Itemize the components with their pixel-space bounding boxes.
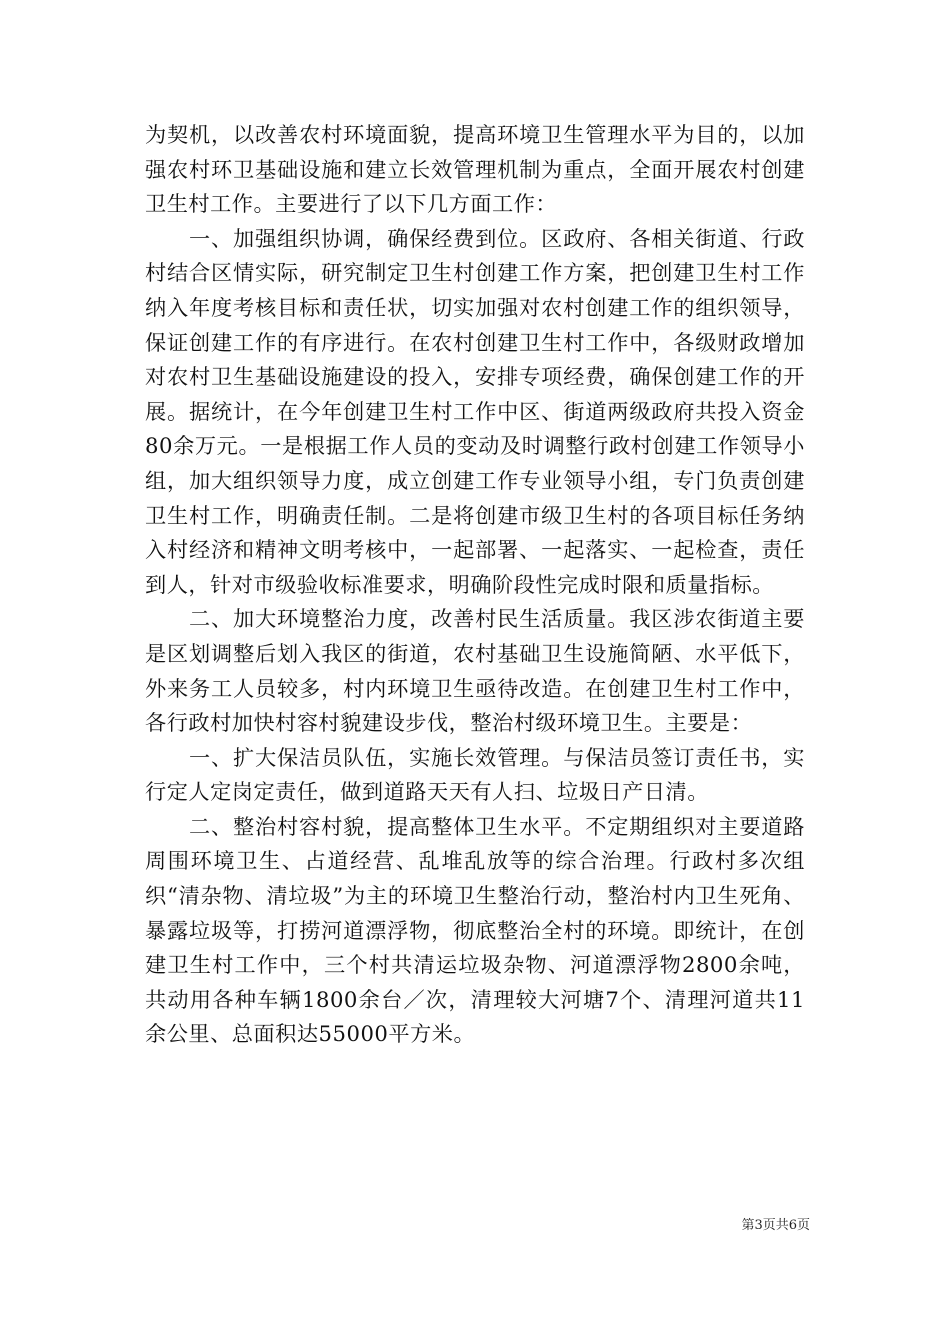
paragraph-village-appearance: 二、整治村容村貌，提高整体卫生水平。不定期组织对主要道路周围环境卫生、占道经营、乱堆乱放等的综合治理。行政村多次组织“清杂物、清垃圾”为主的环境卫生整治行动，整治村内卫生死角、暴露垃圾等，打捞河道漂浮物，彻底整治全村的环境。即统计，在创建卫生村工作中，三个村共清运垃圾杂物、河道漂浮物2800余吨，共动用各种车辆1800余台／次，清理较大河塘7个、清理河道共11余公里、总面积达55000平方米。	[145, 813, 805, 1047]
page-number: 第3页共6页	[741, 1218, 810, 1233]
paragraph-cleaners: 一、扩大保洁员队伍，实施长效管理。与保洁员签订责任书，实行定人定岗定责任，做到道路天天有人扫、垃圾日产日清。	[145, 744, 805, 805]
document-body	[145, 118, 805, 1052]
paragraph-continuation: 为契机，以改善农村环境面貌，提高环境卫生管理水平为目的，以加强农村环卫基础设施和建立长效管理机制为重点，全面开展农村创建卫生村工作。主要进行了以下几方面工作：	[145, 122, 805, 217]
paragraph-organization: 一、加强组织协调，确保经费到位。区政府、各相关街道、行政村结合区情实际，研究制定卫生村创建工作方案，把创建卫生村工作纳入年度考核目标和责任状，切实加强对农村创建工作的组织领导，保证创建工作的有序进行。在农村创建卫生村工作中，各级财政增加对农村卫生基础设施建设的投入，安排专项经费，确保创建工作的开展。据统计，在今年创建卫生村工作中区、街道两级政府共投入资金80余万元。一是根据工作人员的变动及时调整行政村创建工作领导小组，加大组织领导力度，成立创建工作专业领导小组，专门负责创建卫生村工作，明确责任制。二是将创建市级卫生村的各项目标任务纳入村经济和精神文明考核中，一起部署、一起落实、一起检查，责任到人，针对市级验收标准要求，明确阶段性完成时限和质量指标。	[145, 225, 805, 597]
paragraph-environment: 二、加大环境整治力度，改善村民生活质量。我区涉农街道主要是区划调整后划入我区的街道，农村基础卫生设施简陋、水平低下，外来务工人员较多，村内环境卫生亟待改造。在创建卫生村工作中，各行政村加快村容村貌建设步伐，整治村级环境卫生。主要是：	[145, 606, 805, 736]
